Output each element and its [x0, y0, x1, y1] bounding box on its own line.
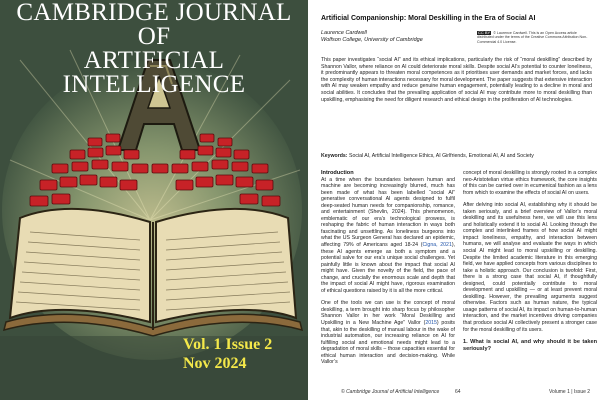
column-left — [321, 170, 455, 372]
paragraph: One of the tools we can use is the concept of moral deskilling, a term brought into sharp focus by philosopher Shannon Vallor in her work “Moral Deskilling and Upskilling in a New Machine Age” Vallor (2015) posits that, akin to the deskilling of manual labour in the wake of industrial automation, our increasing reliance on AI for fulfilling social and emotional needs might lead to a degradation of moral skills – those capacities essential for ethical human interaction and decision-making. While Vallor’s — [321, 300, 455, 366]
journal-title-line-1: CAMBRIDGE JOURNAL OF — [16, 0, 292, 50]
journal-title — [0, 1, 308, 97]
page-number: 64 — [455, 389, 461, 395]
keywords-list: Social AI, Artificial Intelligence Ethics, AI Girlfriends, Emotional AI, AI and Society — [348, 153, 534, 159]
license-text[interactable]: © Laurence Cardwell. This is an Open Access article distributed under the terms of the Creative Commons Attribution Non-Commercial 4.0 License. — [477, 31, 588, 44]
introduction-heading: Introduction — [321, 170, 354, 176]
abstract: This paper investigates “social AI” and its ethical implications, particularly the risk of “moral deskilling” described by Shannon Vallor, where reliance on AI could deteriorate moral skills. Despite social AI’s potential to counter loneliness, it predominantly appears to threaten moral competences as it prioritises user demands and market forces, and lacks the complexity of human interactions necessary for moral development. The paper suggests that extensive interaction with AI may weaken empathy and reduce genuine human engagement, potentially leading to a decline in moral and social abilities. It concludes that the prevailing application of social AI may contribute more to moral deskilling than upskilling, emphasising the need for diligent research and ethical design in the proliferation of AI technologies. — [321, 57, 592, 103]
author-affiliation: Wolfson College, University of Cambridge — [321, 37, 423, 43]
paragraph: At a time when the boundaries between human and machine are becoming increasingly blurred, much has been made of what has been labelled “social AI” generative conversational AI agents designed to fulfil deep-seated human needs for companionship, romance, and entertainment (Shevlin, 2024). This phenomenon, emblematic of our era’s technological prowess, is reshaping the fabric of human interaction in ways both fascinating and unsettling. As loneliness burgeons into what the US Surgeon General has declared an epidemic, affecting 79% of Americans aged 18-24 (Cigna, 2021), these AI agents emerge as both a symptom and a potential salve for our era’s unique social challenges. Yet painfully little is known about the impact that social AI might have. Given the novelty of the field, the pace of change, and crucially the enormous scale and depth that the impact of social AI might have, rigorous examination of ethical questions raised by it is all the more critical. — [321, 176, 455, 294]
keywords-label: Keywords: — [321, 153, 348, 159]
paragraph: concept of moral deskilling is strongly rooted in a complex neo-Aristotelian virtue ethics framework, the core insights of this can be carried over in ecumenical fashion as a lens from which to examine the effects of social AI on users. — [463, 170, 597, 196]
author-name: Laurence Cardwell — [321, 30, 367, 36]
license-notice — [477, 31, 591, 44]
paragraph: After delving into social AI, establishing why it should be taken seriously, and a brief overview of Vallor’s moral deskilling and its usefulness here, we will use this lens and holistically extend it to social AI. Looking through the complex and interlinked frames of how social AI might impact loneliness, empathy, and interaction between humans, we will analyse and evaluate the ways in which social AI might lead to moral upskilling or deskilling. Despite the limited academic literature in this emerging field, we have applied concepts from various disciplines to take a holistic approach. Our conclusion is twofold: First, there is a strong case that social AI, if thoughtfully designed, could potentially contribute to moral development and upskilling — or at least prevent moral deskilling. However, the prevailing arguments suggest otherwise. Factors such as human nature, the typical usage patterns of social AI, its impact on human-to-human interaction, and the market incentives driving companies that produce social AI collectively present a stronger case for the moral deskilling of its users. — [463, 202, 597, 333]
issue-date: Nov 2024 — [183, 355, 247, 372]
footer-volume-issue: Volume 1 | Issue 2 — [549, 389, 591, 395]
author-block — [321, 30, 423, 44]
article-title: Artificial Companionship: Moral Deskilling in the Era of Social AI — [321, 15, 536, 22]
article-page — [310, 0, 600, 400]
keywords — [321, 153, 592, 160]
column-right — [463, 170, 597, 352]
citation-link[interactable]: Cigna, 2021 — [422, 242, 452, 249]
journal-title-line-2: ARTIFICIAL INTELLIGENCE — [62, 47, 246, 98]
open-book — [4, 209, 302, 336]
cc-license-badge: CC BY — [478, 30, 491, 35]
volume-issue-block — [183, 335, 272, 373]
footer-copyright: © Cambridge Journal of Artificial Intelligence — [341, 389, 440, 395]
volume-issue: Vol. 1 Issue 2 — [183, 336, 273, 353]
citation-link[interactable]: 2015 — [425, 320, 437, 327]
section-heading: 1. What is social AI, and why should it be taken seriously? — [463, 339, 597, 352]
